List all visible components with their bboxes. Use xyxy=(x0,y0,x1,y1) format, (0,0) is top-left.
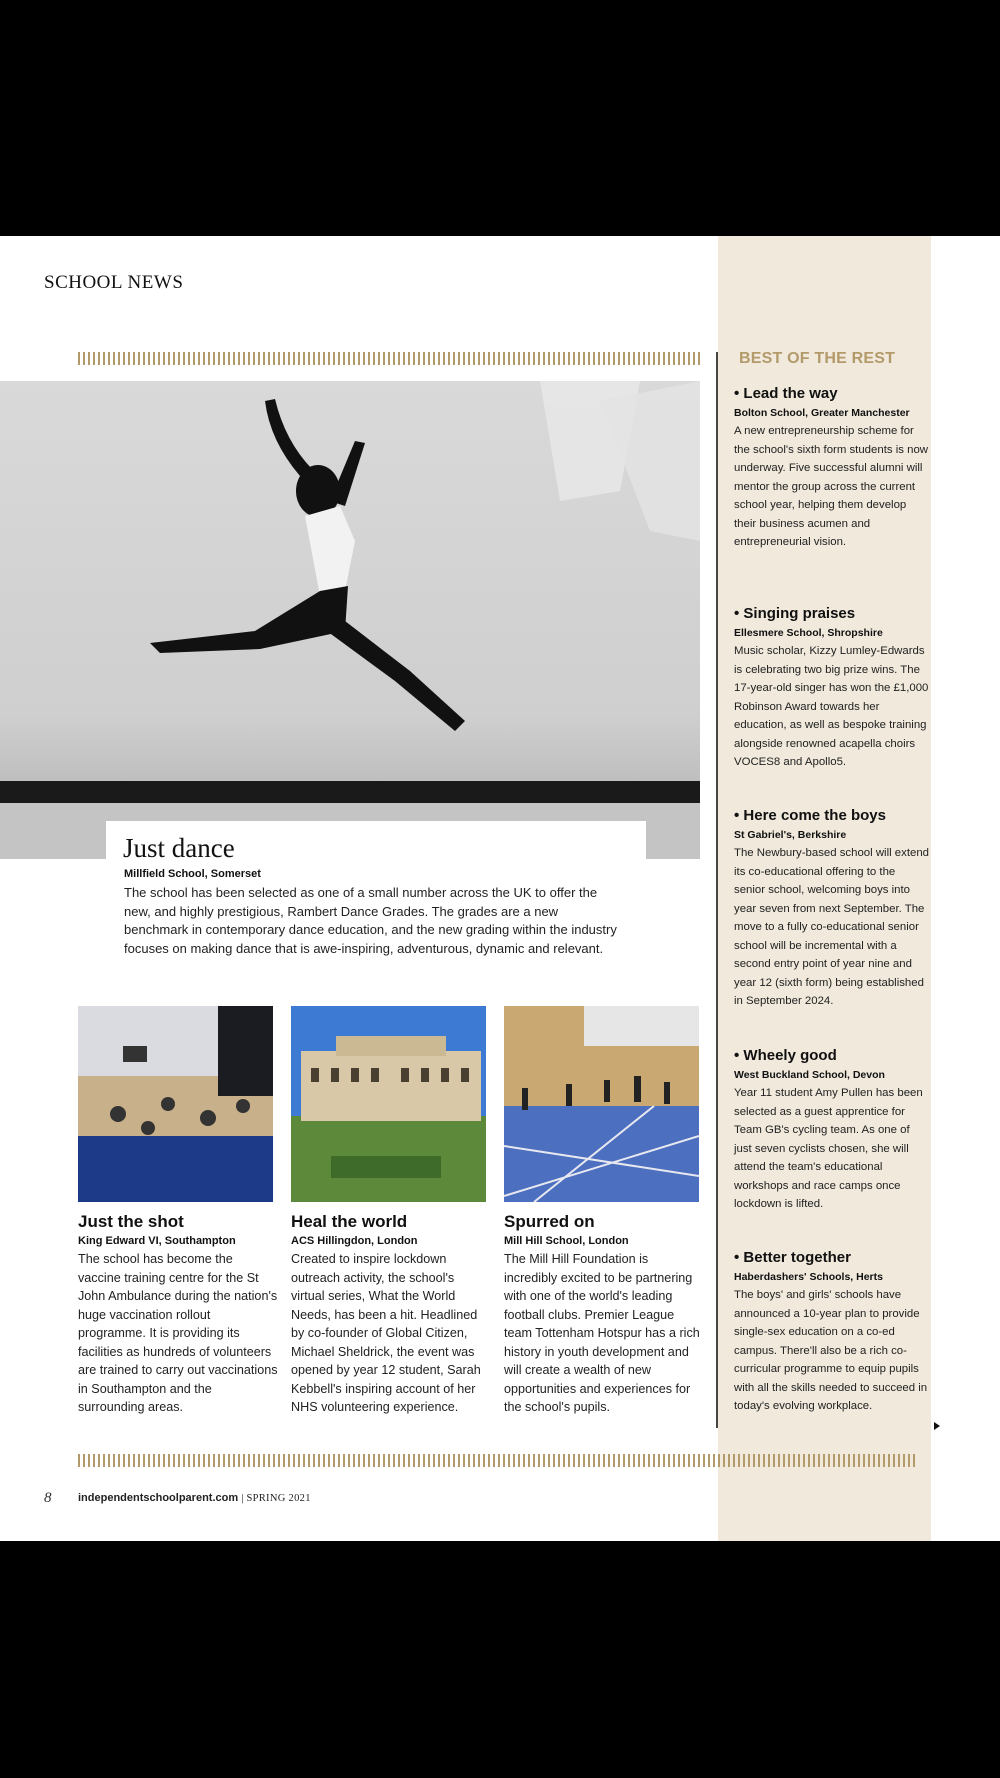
sports-hall-photo xyxy=(504,1006,699,1202)
continue-arrow-icon xyxy=(934,1422,940,1430)
sidebar-heading: BEST OF THE REST xyxy=(739,350,896,367)
sidebar-item xyxy=(734,604,929,772)
sidebar-item-title: • Here come the boys xyxy=(734,807,886,824)
card-body: The Mill Hill Foundation is incredibly excited to be partnering with one of the world's leading football clubs. Premier League team Tottenham Hotspur has a rich history in youth development and will create a wealth of new opportunities and experiences for the school's pupils. xyxy=(504,1252,700,1414)
bottom-decorative-rule xyxy=(78,1454,916,1467)
sidebar-item-school: Haberdashers' Schools, Herts xyxy=(734,1271,883,1283)
sidebar-item-title: • Better together xyxy=(734,1249,851,1266)
card-title: Just the shot xyxy=(78,1212,184,1231)
card-title: Heal the world xyxy=(291,1212,408,1231)
sidebar-item-body: A new entrepreneurship scheme for the school's sixth form students is now underway. Five successful alumni will mentor the group across the current school year, helping them develop their business acumen and entrepreneurial vision. xyxy=(734,425,929,548)
sidebar-item-body: Music scholar, Kizzy Lumley-Edwards is celebrating two big prize wins. The 17-year-old singer has won the £1,000 Robinson Award towards her education, as well as bespoke training alongside renowned acapella choirs VOCES8 and Apollo5. xyxy=(734,645,929,768)
sidebar-item-title: • Wheely good xyxy=(734,1047,837,1064)
lead-school: Millfield School, Somerset xyxy=(124,868,261,880)
lead-title: Just dance xyxy=(123,833,235,863)
sidebar-item-title: • Lead the way xyxy=(734,385,838,402)
lead-body: The school has been selected as one of a small number across the UK to offer the new, and highly prestigious, Rambert Dance Grades. The grades are a new benchmark in contemporary dance education, and the new grading within the industry focuses on making dance that is awe-inspiring, adventurous, dynamic and relevant. xyxy=(124,885,617,956)
card-title: Spurred on xyxy=(504,1212,595,1231)
page-number: 8 xyxy=(44,1490,52,1506)
sidebar-item-body: Year 11 student Amy Pullen has been selected as a guest apprentice for Team GB's cycling team. As one of just seven cyclists chosen, she will attend the team's educational workshops and race camps once lockdown is lifted. xyxy=(734,1087,923,1210)
section-label: SCHOOL NEWS xyxy=(44,272,184,293)
sidebar-item xyxy=(734,1046,929,1214)
sidebar-item xyxy=(734,806,929,1011)
sidebar-item xyxy=(734,384,929,552)
sidebar-item-school: West Buckland School, Devon xyxy=(734,1069,885,1081)
vaccine-centre-photo xyxy=(78,1006,273,1202)
sidebar-item-school: Ellesmere School, Shropshire xyxy=(734,627,883,639)
sidebar-item-title: • Singing praises xyxy=(734,605,856,622)
card-body: The school has become the vaccine training centre for the St John Ambulance during the nation's huge vaccination rollout programme. It is providing its facilities as hundreds of volunteers are trained to carry out vaccinations in Southampton and the surrounding areas. xyxy=(78,1252,278,1414)
school-building-photo xyxy=(291,1006,486,1202)
footer-separator: | xyxy=(241,1492,244,1504)
sidebar-item-school: St Gabriel's, Berkshire xyxy=(734,829,847,841)
footer-site: independentschoolparent.com xyxy=(78,1492,239,1504)
footer-issue: SPRING 2021 xyxy=(246,1493,311,1504)
top-decorative-rule xyxy=(78,352,700,365)
sidebar-item-school: Bolton School, Greater Manchester xyxy=(734,407,910,419)
hero-dancer-photo xyxy=(0,381,700,859)
card-body: Created to inspire lockdown outreach activity, the school's virtual series, What the World Needs, has been a hit. Headlined by co-founder of Global Citizen, Michael Sheldrick, the event was opened by year 12 student, Sarah Kebbell's inspiring account of her NHS volunteering experience. xyxy=(291,1252,481,1414)
card-school: ACS Hillingdon, London xyxy=(291,1235,418,1247)
sidebar-item-body: The boys' and girls' schools have announced a 10-year plan to provide single-sex education on a co-ed campus. There'll also be a rich co-curricular programme to equip pupils with all the skills needed to succeed in today's evolving workplace. xyxy=(734,1289,928,1412)
sidebar-item-body: The Newbury-based school will extend its co-educational offering to the senior school, welcoming boys into year seven from next September. The move to a fully co-educational senior school will be incremental with a second entry point of year nine and year 12 (sixth form) being established in September 2024. xyxy=(734,847,930,1007)
sidebar-item xyxy=(734,1248,929,1416)
magazine-page xyxy=(0,236,1000,1541)
card-school: King Edward VI, Southampton xyxy=(78,1235,236,1247)
best-of-the-rest-sidebar xyxy=(718,236,931,1541)
footer xyxy=(78,1492,311,1504)
card-school: Mill Hill School, London xyxy=(504,1235,629,1247)
